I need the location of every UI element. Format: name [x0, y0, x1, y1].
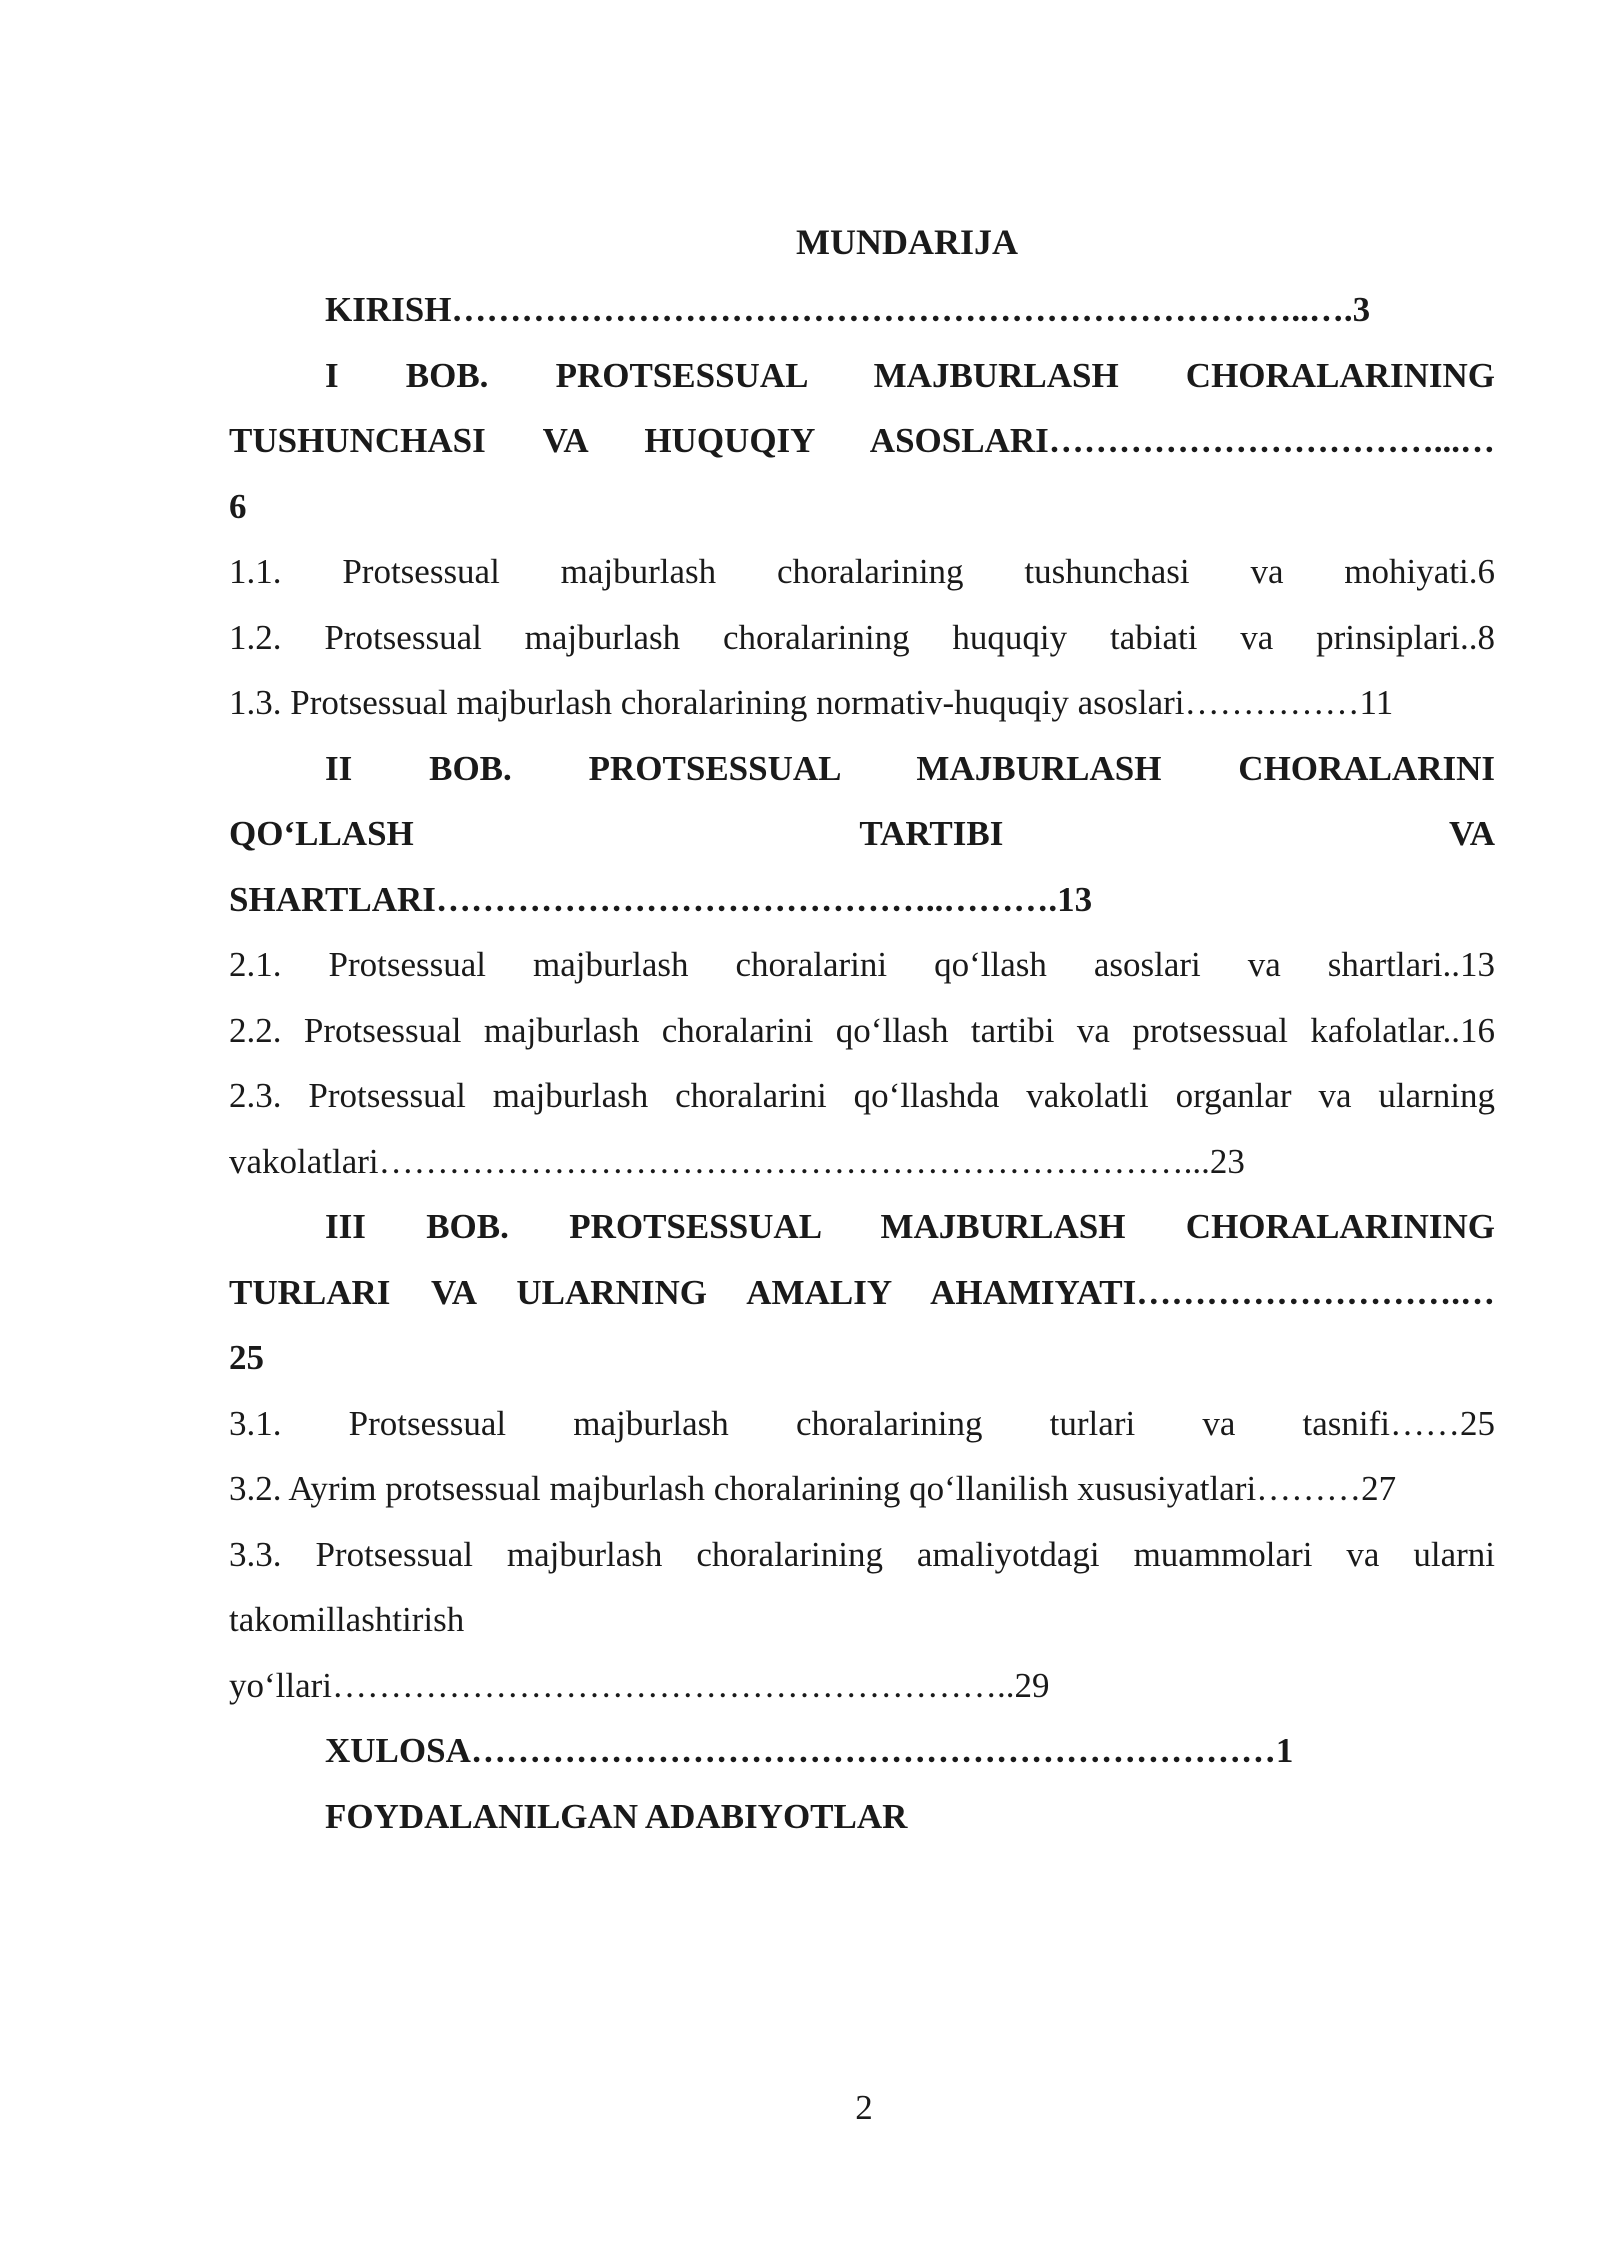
toc-chapter-1-heading-cont[interactable]: TUSHUNCHASI VA HUQUQIY ASOSLARI……………………………...… — [229, 421, 1495, 460]
toc-section-2-1[interactable]: 2.1. Protsessual majburlash choralarini qo‘llash asoslari va shartlari..13 — [229, 945, 1495, 984]
toc-section-2-3-cont[interactable]: vakolatlari……………………………………………………………...23 — [229, 1141, 1245, 1181]
toc-section-1-2[interactable]: 1.2. Protsessual majburlash choralarining huquqiy tabiati va prinsiplari..8 — [229, 617, 1495, 657]
toc-section-3-2[interactable]: 3.2. Ayrim protsessual majburlash choralarining qo‘llanilish xususiyatlari………27 — [229, 1469, 1397, 1508]
toc-section-3-3-end[interactable]: yo‘llari…………………………………………………..29 — [229, 1665, 1050, 1705]
toc-entry-introduction[interactable]: KIRISH………………………………………………………………..….3 — [325, 290, 1371, 329]
toc-chapter-1-page: 6 — [229, 486, 247, 526]
page-number: 2 — [855, 2088, 873, 2127]
toc-section-1-1[interactable]: 1.1. Protsessual majburlash choralarining tushunchasi va mohiyati.6 — [229, 552, 1495, 591]
toc-chapter-1-heading[interactable]: I BOB. PROTSESSUAL MAJBURLASH CHORALARINING — [325, 355, 1495, 395]
toc-section-2-3[interactable]: 2.3. Protsessual majburlash choralarini qo‘llashda vakolatli organlar va ularning — [229, 1076, 1495, 1115]
toc-chapter-3-heading[interactable]: III BOB. PROTSESSUAL MAJBURLASH CHORALARINING — [325, 1207, 1495, 1246]
table-of-contents — [229, 284, 1495, 1856]
toc-chapter-3-page: 25 — [229, 1338, 264, 1377]
toc-section-2-2[interactable]: 2.2. Protsessual majburlash choralarini qo‘llash tartibi va protsessual kafolatlar..16 — [229, 1010, 1495, 1050]
toc-chapter-3-heading-cont[interactable]: TURLARI VA ULARNING AMALIY AHAMIYATI……………………….… — [229, 1272, 1495, 1312]
toc-section-3-1[interactable]: 3.1. Protsessual majburlash choralarining turlari va tasnifi……25 — [229, 1403, 1495, 1443]
toc-entry-conclusion[interactable]: XULOSA……………………………………………………………1 — [325, 1731, 1294, 1770]
toc-section-3-3[interactable]: 3.3. Protsessual majburlash choralarining amaliyotdagi muammolari va ularni — [229, 1534, 1495, 1574]
toc-title: MUNDARIJA — [796, 222, 1018, 262]
toc-chapter-2-heading-end[interactable]: SHARTLARI……………………………………..……….13 — [229, 879, 1093, 919]
toc-section-3-3-cont[interactable]: takomillashtirish — [229, 1600, 465, 1639]
toc-entry-references[interactable]: FOYDALANILGAN ADABIYOTLAR — [325, 1796, 908, 1836]
toc-chapter-2-heading[interactable]: II BOB. PROTSESSUAL MAJBURLASH CHORALARINI — [325, 748, 1495, 788]
toc-chapter-2-heading-cont[interactable]: QO‘LLASH TARTIBI VA — [229, 814, 1495, 853]
toc-section-1-3[interactable]: 1.3. Protsessual majburlash choralarining normativ-huquqiy asoslari……………11 — [229, 683, 1394, 722]
